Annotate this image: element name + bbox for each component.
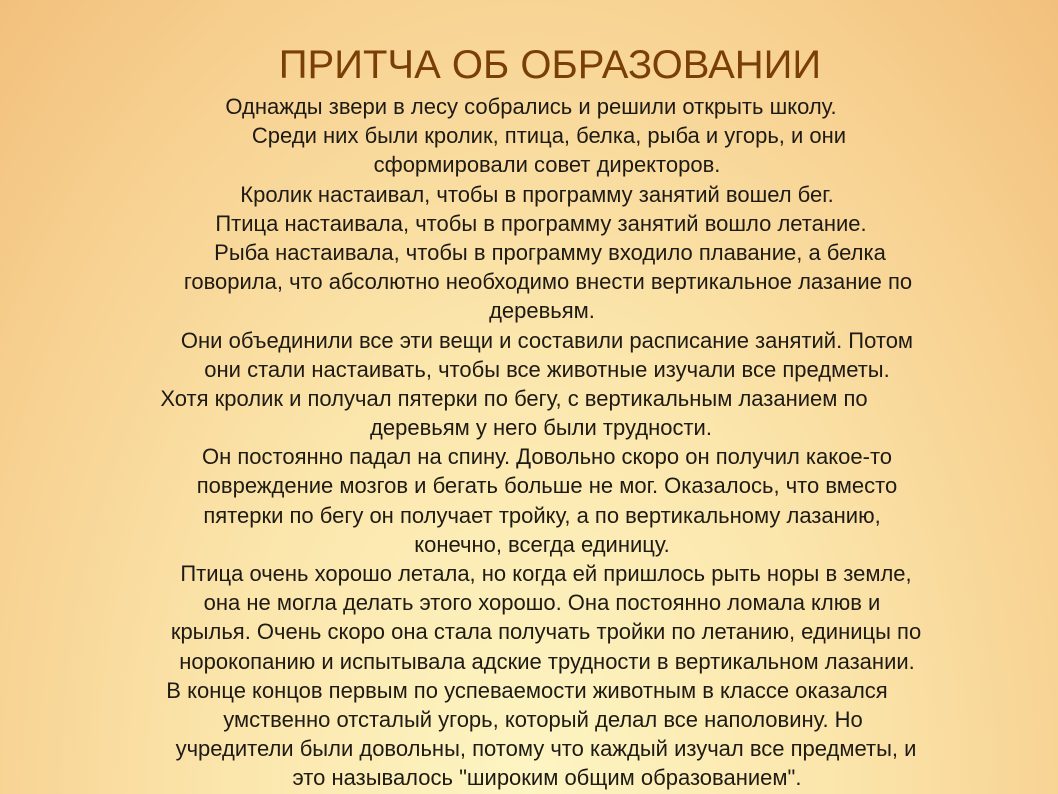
text-line: крылья. Очень скоро она стала получать тройки по летанию, единицы по	[170, 619, 922, 645]
text-line: умственно отсталый угорь, который делал все наполовину. Но	[223, 706, 863, 732]
text-line: говорила, что абсолютно необходимо внести вертикальное лазание по	[183, 269, 913, 295]
text-line: они стали настаивать, чтобы все животные изучали все предметы.	[204, 356, 890, 382]
text-line: Птица настаивала, чтобы в программу занятий вошло летание.	[215, 210, 867, 236]
text-line: пятерки по бегу он получает тройку, а по вертикальному лазанию,	[203, 502, 881, 528]
parable-text	[0, 92, 1058, 793]
text-line: она не могла делать этого хорошо. Она постоянно ломала клюв и	[203, 590, 881, 616]
text-line: это называлось "широким общим образованием".	[292, 765, 802, 791]
text-line: Среди них были кролик, птица, белка, рыба и угорь, и они	[251, 123, 847, 149]
text-line: Хотя кролик и получал пятерки по бегу, с вертикальным лазанием по	[160, 385, 868, 411]
text-line: повреждение мозгов и бегать больше не мог. Оказалось, что вместо	[196, 473, 898, 499]
text-line: Однажды звери в лесу собрались и решили открыть школу.	[225, 94, 837, 119]
text-line: Рыба настаивала, чтобы в программу входило плавание, а белка	[214, 239, 886, 265]
text-line: Кролик настаивал, чтобы в программу занятий вошел бег.	[240, 181, 834, 207]
text-line: учредители были довольны, потому что каждый изучал все предметы, и	[175, 736, 917, 762]
text-line: деревьям.	[489, 298, 595, 324]
text-line: Они объединили все эти вещи и составили расписание занятий. Потом	[180, 327, 914, 353]
text-line: деревьям у него были трудности.	[370, 415, 712, 441]
text-line: сформировали совет директоров.	[373, 152, 721, 178]
text-line: Птица очень хорошо летала, но когда ей пришлось рыть норы в земле,	[180, 561, 912, 586]
text-line: норокопанию и испытывала адские трудности в вертикальном лазании.	[179, 648, 915, 674]
text-line: конечно, всегда единицу.	[414, 531, 670, 557]
slide-title: ПРИТЧА ОБ ОБРАЗОВАНИИ	[278, 43, 822, 87]
text-line: Он постоянно падал на спину. Довольно скоро он получил какое-то	[201, 444, 893, 470]
text-line: В конце концов первым по успеваемости животным в классе оказался	[166, 677, 888, 703]
